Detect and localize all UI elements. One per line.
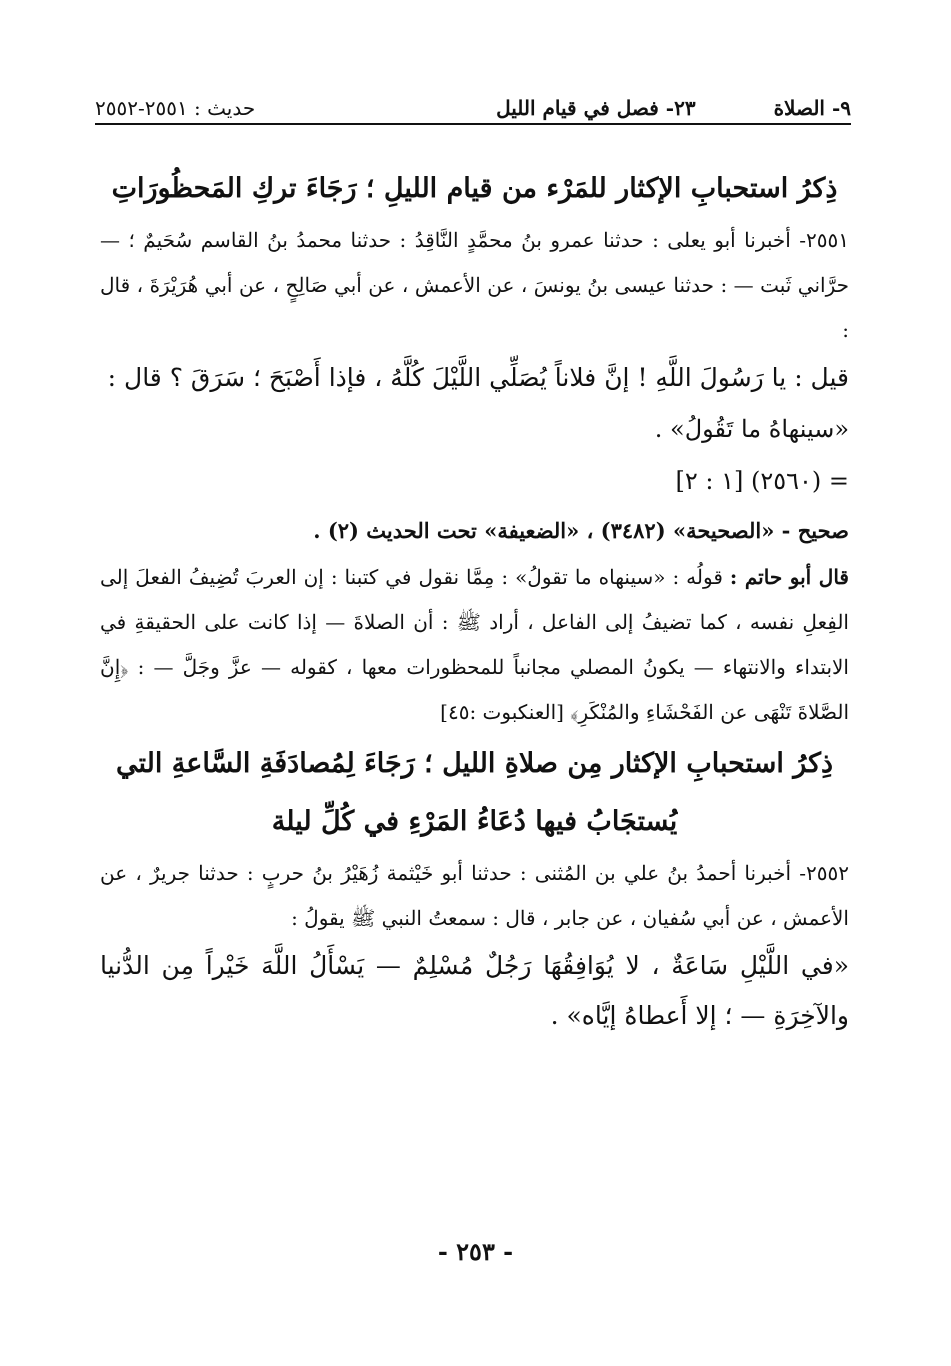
hadith-2552-isnad: ٢٥٥٢- أخبرنا أحمدُ بنُ علي بن المُثنى : حدثنا أبو خَيْثمة زُهَيْرُ بنُ حربٍ : حدثنا جريرٌ ، عن الأعمش ، عن أبي سُفيان ، عن جابر ، قال : سمعتُ النبي ﷺ يقولُ : bbox=[100, 861, 849, 930]
chapter-heading-1: ذِكرُ استحبابِ الإكثار للمَرْء من قيام الليلِ ؛ رَجَاءَ تركِ المَحظُورَاتِ bbox=[111, 173, 838, 204]
hadith-2552-matn: «في اللَّيْلِ سَاعَةٌ ، لا يُوَافِقُهَا رَجُلٌ مُسْلِمٌ — يَسْأَلُ اللَّهَ خَيْراً مِن الدُّنيا والآخِرَةِ — ؛ إلا أَعطاهُ إيَّاه» . bbox=[100, 951, 849, 1030]
hadith-2551-matn: قيل : يا رَسُولَ اللَّهِ ! إنَّ فلاناً يُصَلِّي اللَّيْلَ كُلَّهُ ، فإذا أَصْبَحَ ؛ سَرَقَ ؟ قال : bbox=[107, 363, 849, 392]
hadith-2551-grade bbox=[100, 507, 849, 555]
hadith-2551-reply: «سينهاهُ ما تَقُولُ» . bbox=[654, 415, 849, 443]
hadith-2551-reference: = (٢٥٦٠) [١ : ٢] bbox=[675, 467, 849, 495]
chapter-heading-2: ذِكرُ استحبابِ الإكثار مِن صلاةِ الليل ؛ رَجَاءَ لِمُصادَفَةِ السَّاعةِ التي يُستجَابُ فيها دُعَاءُ المَرْءِ في كُلِّ ليلة bbox=[115, 748, 834, 837]
page-number: - ٢٥٣ - bbox=[437, 1237, 514, 1266]
section-title: ٢٣- فصل في قيام الليل bbox=[496, 96, 696, 120]
running-header bbox=[95, 86, 851, 120]
header-rule bbox=[95, 123, 851, 125]
comment-label: قال أبو حاتم : bbox=[729, 565, 849, 589]
grade-sources: - «الصحيحة» (٣٤٨٢) ، «الضعيفة» تحت الحديث (٢) . bbox=[313, 518, 798, 543]
comment-text: قولُه : «سينهاه ما تقولُ» : مِمَّا نقول في كتبنا : إن العربَ تُضِيفُ الفعلَ إلى الفِعلِ نفسه ، كما تضيفُ إلى الفاعل ، أراد ﷺ : أن الصلاةَ — إذا كانت على الحقيقةِ في الابتداء والانتهاء — يكونُ المصلي مجانباً للمحظورات معها ، كقوله — عزَّ وجَلَّ — : ﴿إِنَّ الصَّلاةَ تَنْهَى عن الفَحْشَاءِ والمُنْكَرِ﴾ [العنكبوت :٤٥] bbox=[100, 565, 849, 724]
abu-hatim-comment bbox=[100, 555, 849, 735]
grade-label: صحيح bbox=[797, 518, 849, 543]
hadith-2551-isnad: ٢٥٥١- أخبرنا أبو يعلى : حدثنا عمرو بنُ محمَّدٍ النَّاقِدُ : حدثنا محمدُ بنُ القاسم سُحَيمٌ ؛ — حرَّاني ثَبت — : حدثنا عيسى بنُ يونسَ ، عن الأعمش ، عن أبي صَالِحٍ ، عن أبي هُرَيْرَةَ ، قال : bbox=[100, 228, 850, 342]
chapter-title: ٩- الصلاة bbox=[773, 96, 851, 120]
hadith-range: حديث : ٢٥٥١-٢٥٥٢ bbox=[95, 96, 256, 120]
page-body bbox=[100, 160, 849, 1041]
